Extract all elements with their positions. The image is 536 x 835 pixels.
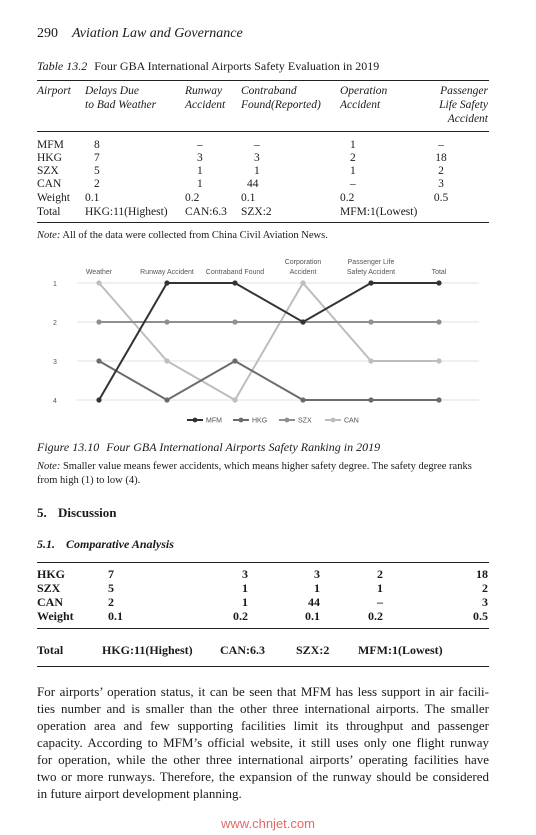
cell: 3 [438, 178, 444, 190]
cell: 2 [350, 152, 356, 164]
cell: CAN [37, 178, 62, 190]
cell: 0.2 [340, 192, 355, 204]
table-caption-text: Four GBA International Airports Safety Evaluation in 2019 [94, 59, 380, 73]
legend-label-hkg: HKG [252, 417, 268, 425]
cell: 0.2 [368, 609, 383, 623]
legend-marker-mfm [193, 418, 198, 423]
data-point-mfm [300, 319, 305, 324]
figure-caption: Figure 13.10 Four GBA International Airports Safety Ranking in 2019 [37, 440, 381, 454]
data-point-szx [436, 319, 441, 324]
col-header-operation: Operation Accident [340, 85, 388, 111]
x-category-label: Total [431, 269, 447, 276]
data-point-can [368, 358, 373, 363]
cell: 0.5 [473, 609, 488, 623]
col-header-runway: Runway Accident [185, 85, 226, 111]
cell: 0.2 [185, 192, 200, 204]
running-header: Aviation Law and Governance [72, 26, 243, 41]
cell: – [197, 139, 203, 151]
data-point-mfm [164, 280, 169, 285]
table-note: Note: All of the data were collected from China Civil Aviation News. [37, 230, 328, 241]
data-point-can [232, 397, 237, 402]
cell: – [254, 139, 260, 151]
cell: 18 [435, 152, 447, 164]
cell: SZX:2 [241, 206, 272, 218]
cell: 1 [242, 581, 248, 595]
legend-marker-szx [285, 418, 290, 423]
cell: HKG:11(Highest) [85, 206, 168, 218]
col-header-delays: Delays Due to Bad Weather [85, 85, 157, 111]
data-point-hkg [232, 358, 237, 363]
table2-top-rule [37, 562, 489, 563]
data-point-hkg [368, 397, 373, 402]
cell: 1 [314, 581, 320, 595]
data-point-szx [96, 319, 101, 324]
cell: HKG [37, 567, 66, 581]
cell: – [438, 139, 444, 151]
cell: 18 [476, 567, 488, 581]
cell: Total [37, 643, 64, 657]
y-tick-label: 1 [53, 281, 57, 288]
table2-mid-rule [37, 628, 489, 629]
cell: 3 [482, 595, 488, 609]
data-point-mfm [96, 397, 101, 402]
cell: 2 [94, 178, 100, 190]
table2-bottom-rule [37, 666, 489, 667]
safety-ranking-chart [37, 252, 489, 432]
data-point-mfm [232, 280, 237, 285]
cell: 3 [254, 152, 260, 164]
body-paragraph: For airports’ operation status, it can be seen that MFM has less support in air facili- ties number and is smaller than the other three international airports. The smaller operation area and few supporting facilities limit its throughput and passenger capacity. According to MFM’s official website, it still uses only one flight runway for operation, while the other three international airports’ operating facilities have two or more runways. Therefore, the expansion of the runway should be considered in future airport development planning. [37, 684, 489, 801]
col-header-passenger: Passenger Life Safety Accident [439, 85, 488, 125]
data-point-mfm [436, 280, 441, 285]
data-point-szx [164, 319, 169, 324]
cell: 0.1 [85, 192, 100, 204]
cell: MFM:1(Lowest) [358, 643, 443, 657]
cell: 3 [242, 567, 248, 581]
cell: 1 [254, 165, 260, 177]
data-point-can [300, 280, 305, 285]
data-point-szx [368, 319, 373, 324]
y-tick-label: 2 [53, 320, 57, 327]
col-header-contraband: Contraband Found(Reported) [241, 85, 321, 111]
cell: – [350, 178, 356, 190]
cell: 3 [197, 152, 203, 164]
table-caption-label: Table 13.2 [37, 59, 88, 73]
col-header-airport: Airport [37, 85, 71, 97]
cell: MFM [37, 139, 64, 151]
cell: 44 [308, 595, 320, 609]
section-heading: 5. Discussion [37, 505, 117, 520]
data-point-hkg [436, 397, 441, 402]
cell: CAN [37, 595, 63, 609]
series-line-can [99, 283, 439, 400]
x-category-label: Corporation [284, 259, 322, 266]
table-header-rule [37, 131, 489, 132]
cell: 44 [247, 178, 259, 190]
cell: HKG [37, 152, 62, 164]
cell: Weight [37, 192, 70, 204]
x-category-label: Weather [85, 269, 113, 276]
watermark: www.chnjet.com [221, 816, 315, 831]
data-point-mfm [368, 280, 373, 285]
cell: CAN:6.3 [220, 643, 265, 657]
cell: 8 [94, 139, 100, 151]
page-number: 290 [37, 26, 58, 41]
data-point-szx [232, 319, 237, 324]
cell: 0.1 [108, 609, 123, 623]
cell: 7 [94, 152, 100, 164]
data-point-hkg [164, 397, 169, 402]
cell: SZX:2 [296, 643, 330, 657]
cell: 5 [94, 165, 100, 177]
cell: HKG:11(Highest) [102, 643, 193, 657]
legend-label-can: CAN [344, 417, 359, 425]
cell: 1 [377, 581, 383, 595]
data-point-can [96, 280, 101, 285]
cell: 1 [350, 165, 356, 177]
cell: CAN:6.3 [185, 206, 227, 218]
cell: 0.1 [305, 609, 320, 623]
cell: 1 [197, 165, 203, 177]
cell: 0.5 [433, 192, 449, 204]
cell: Weight [37, 609, 74, 623]
data-point-can [164, 358, 169, 363]
x-category-label: Safety Accident [346, 269, 396, 276]
cell: 1 [197, 178, 203, 190]
legend-marker-hkg [239, 418, 244, 423]
x-category-label: Runway Accident [140, 269, 194, 276]
table-caption [37, 59, 379, 74]
data-point-hkg [96, 358, 101, 363]
y-tick-label: 3 [53, 359, 57, 366]
cell: MFM:1(Lowest) [340, 206, 418, 218]
x-category-label: Passenger Life [347, 259, 395, 266]
legend-label-mfm: MFM [206, 417, 222, 425]
subsection-heading: 5.1. Comparative Analysis [37, 537, 174, 551]
data-point-can [436, 358, 441, 363]
cell: 0.2 [233, 609, 248, 623]
cell: Total [37, 206, 61, 218]
table-bottom-rule [37, 222, 489, 223]
table-top-rule [37, 80, 489, 81]
cell: 1 [242, 595, 248, 609]
y-tick-label: 4 [53, 398, 57, 405]
cell: SZX [37, 165, 59, 177]
cell: 3 [314, 567, 320, 581]
cell: 2 [108, 595, 114, 609]
data-point-hkg [300, 397, 305, 402]
cell: 7 [108, 567, 114, 581]
cell: 2 [482, 581, 488, 595]
figure-note: Note: Smaller value means fewer accidents, which means higher safety degree. The safety degree ranks from high (1) to low (4). [37, 461, 472, 486]
cell: SZX [37, 581, 61, 595]
cell: 0.1 [241, 192, 256, 204]
series-line-hkg [99, 361, 439, 400]
cell: 2 [438, 165, 444, 177]
legend-label-szx: SZX [298, 417, 312, 425]
legend-marker-can [331, 418, 336, 423]
cell: 1 [350, 139, 356, 151]
cell: 5 [108, 581, 114, 595]
cell: 2 [377, 567, 383, 581]
x-category-label: Accident [289, 269, 317, 276]
x-category-label: Contraband Found [205, 269, 265, 276]
cell: – [377, 595, 383, 609]
